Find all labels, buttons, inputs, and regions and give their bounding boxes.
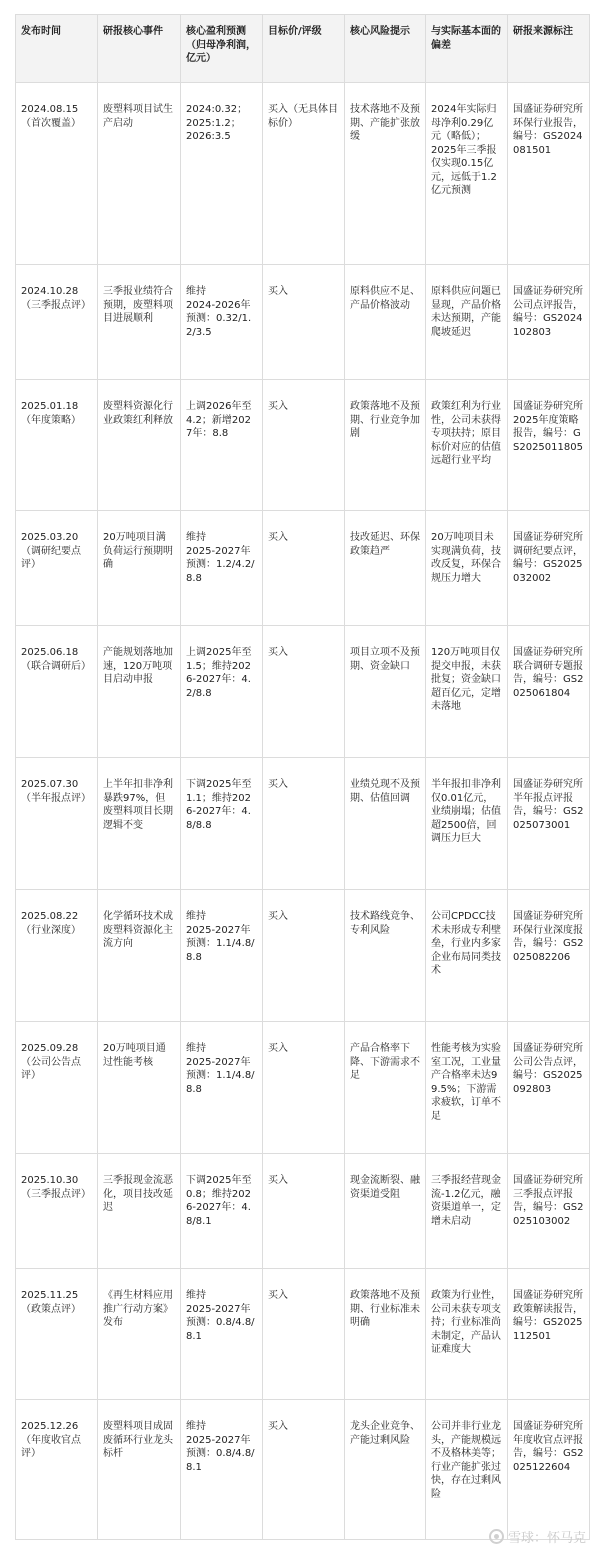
deviation-cell: 三季报经营现金流-1.2亿元，融资渠道单一，定增未启动 xyxy=(426,1154,508,1269)
core-event-cell: 上半年扣非净利暴跌97%，但废塑料项目长期逻辑不变 xyxy=(98,758,181,890)
source-cell: 国盛证券研究所环保行业报告，编号：GS2024081501 xyxy=(508,83,590,265)
risk-cell: 技术落地不及预期、产能扩张放缓 xyxy=(345,83,426,265)
risk-cell: 技术路线竞争、专利风险 xyxy=(345,890,426,1022)
column-header: 核心风险提示 xyxy=(345,15,426,83)
source-cell: 国盛证券研究所公司公告点评，编号：GS2025092803 xyxy=(508,1022,590,1154)
risk-cell: 项目立项不及预期、资金缺口 xyxy=(345,626,426,758)
watermark xyxy=(489,1527,586,1546)
risk-cell: 现金流断裂、融资渠道受阻 xyxy=(345,1154,426,1269)
research-report-table xyxy=(15,14,590,1540)
earnings-forecast-cell: 维持 2025-2027年预测：0.8/4.8/8.1 xyxy=(181,1400,263,1540)
deviation-cell: 120万吨项目仅提交申报，未获批复；资金缺口超百亿元，定增未落地 xyxy=(426,626,508,758)
deviation-cell: 政策为行业性，公司未获专项支持；行业标准尚未制定，产品认证难度大 xyxy=(426,1269,508,1400)
risk-cell: 业绩兑现不及预期、估值回调 xyxy=(345,758,426,890)
core-event-cell: 化学循环技术成废塑料资源化主流方向 xyxy=(98,890,181,1022)
earnings-forecast-cell: 下调2025年至1.1；维持2026-2027年：4.8/8.8 xyxy=(181,758,263,890)
core-event-cell: 20万吨项目通过性能考核 xyxy=(98,1022,181,1154)
source-cell: 国盛证券研究所半年报点评报告，编号：GS2025073001 xyxy=(508,758,590,890)
risk-cell: 政策落地不及预期、行业标准未明确 xyxy=(345,1269,426,1400)
source-cell: 国盛证券研究所政策解读报告，编号：GS2025112501 xyxy=(508,1269,590,1400)
publish-date-cell: 2025.10.30 （三季报点评） xyxy=(16,1154,98,1269)
table-row xyxy=(16,758,590,890)
rating-cell: 买入 xyxy=(263,1154,345,1269)
table-row xyxy=(16,380,590,511)
source-cell: 国盛证券研究所三季报点评报告，编号：GS2025103002 xyxy=(508,1154,590,1269)
publish-date-cell: 2025.12.26 （年度收官点评） xyxy=(16,1400,98,1540)
core-event-cell: 产能规划落地加速，120万吨项目启动申报 xyxy=(98,626,181,758)
table-row xyxy=(16,511,590,626)
earnings-forecast-cell: 上调2025年至1.5；维持2026-2027年：4.2/8.8 xyxy=(181,626,263,758)
table-row xyxy=(16,1400,590,1540)
rating-cell: 买入 xyxy=(263,1269,345,1400)
rating-cell: 买入 xyxy=(263,511,345,626)
publish-date-cell: 2025.06.18 （联合调研后） xyxy=(16,626,98,758)
earnings-forecast-cell: 上调2026年至4.2；新增2027年：8.8 xyxy=(181,380,263,511)
earnings-forecast-cell: 维持 2024-2026年预测：0.32/1.2/3.5 xyxy=(181,265,263,380)
deviation-cell: 政策红利为行业性，公司未获得专项扶持；原目标价对应的估值远超行业平均 xyxy=(426,380,508,511)
snowball-logo-icon xyxy=(489,1529,504,1544)
deviation-cell: 半年报扣非净利仅0.01亿元，业绩崩塌；估值超2500倍，回调压力巨大 xyxy=(426,758,508,890)
table-row xyxy=(16,890,590,1022)
rating-cell: 买入 xyxy=(263,1400,345,1540)
deviation-cell: 公司并非行业龙头，产能规模远不及格林美等；行业产能扩张过快，存在过剩风险 xyxy=(426,1400,508,1540)
publish-date-cell: 2025.07.30 （半年报点评） xyxy=(16,758,98,890)
source-cell: 国盛证券研究所调研纪要点评，编号：GS2025032002 xyxy=(508,511,590,626)
deviation-cell: 性能考核为实验室工况，工业量产合格率未达99.5%；下游需求疲软，订单不足 xyxy=(426,1022,508,1154)
table-row xyxy=(16,626,590,758)
core-event-cell: 废塑料项目试生产启动 xyxy=(98,83,181,265)
risk-cell: 龙头企业竞争、产能过剩风险 xyxy=(345,1400,426,1540)
risk-cell: 政策落地不及预期、行业竞争加剧 xyxy=(345,380,426,511)
source-cell: 国盛证券研究所2025年度策略报告，编号：GS2025011805 xyxy=(508,380,590,511)
source-cell: 国盛证券研究所环保行业深度报告，编号：GS2025082206 xyxy=(508,890,590,1022)
table-row xyxy=(16,265,590,380)
column-header: 核心盈利预测（归母净利润，亿元） xyxy=(181,15,263,83)
core-event-cell: 三季报业绩符合预期，废塑料项目进展顺利 xyxy=(98,265,181,380)
table-row xyxy=(16,1269,590,1400)
core-event-cell: 废塑料项目成固废循环行业龙头标杆 xyxy=(98,1400,181,1540)
risk-cell: 产品合格率下降、下游需求不足 xyxy=(345,1022,426,1154)
publish-date-cell: 2025.09.28 （公司公告点评） xyxy=(16,1022,98,1154)
publish-date-cell: 2025.11.25 （政策点评） xyxy=(16,1269,98,1400)
source-cell: 国盛证券研究所年度收官点评报告，编号：GS2025122604 xyxy=(508,1400,590,1540)
table-header xyxy=(16,15,590,83)
earnings-forecast-cell: 维持 2025-2027年预测：1.1/4.8/8.8 xyxy=(181,890,263,1022)
core-event-cell: 《再生材料应用推广行动方案》发布 xyxy=(98,1269,181,1400)
deviation-cell: 公司CPDCC技术未形成专利壁垒，行业内多家企业布局同类技术 xyxy=(426,890,508,1022)
watermark-text: 雪球：怀马克 xyxy=(507,1531,586,1546)
rating-cell: 买入 xyxy=(263,265,345,380)
publish-date-cell: 2024.10.28 （三季报点评） xyxy=(16,265,98,380)
column-header: 与实际基本面的偏差 xyxy=(426,15,508,83)
rating-cell: 买入 xyxy=(263,380,345,511)
table-row xyxy=(16,1154,590,1269)
table-row xyxy=(16,83,590,265)
core-event-cell: 三季报现金流恶化，项目技改延迟 xyxy=(98,1154,181,1269)
earnings-forecast-cell: 维持 2025-2027年预测：1.2/4.2/8.8 xyxy=(181,511,263,626)
core-event-cell: 20万吨项目满负荷运行预期明确 xyxy=(98,511,181,626)
source-cell: 国盛证券研究所联合调研专题报告，编号：GS2025061804 xyxy=(508,626,590,758)
publish-date-cell: 2024.08.15 （首次覆盖） xyxy=(16,83,98,265)
publish-date-cell: 2025.03.20 （调研纪要点评） xyxy=(16,511,98,626)
deviation-cell: 原料供应问题已显现，产品价格未达预期，产能爬坡延迟 xyxy=(426,265,508,380)
publish-date-cell: 2025.08.22 （行业深度） xyxy=(16,890,98,1022)
rating-cell: 买入 xyxy=(263,1022,345,1154)
column-header: 研报来源标注 xyxy=(508,15,590,83)
table-row xyxy=(16,1022,590,1154)
source-cell: 国盛证券研究所公司点评报告，编号：GS2024102803 xyxy=(508,265,590,380)
deviation-cell: 2024年实际归母净利0.29亿元（略低）； 2025年三季报仅实现0.15亿元，远低于1.2亿元预测 xyxy=(426,83,508,265)
core-event-cell: 废塑料资源化行业政策红利释放 xyxy=(98,380,181,511)
earnings-forecast-cell: 维持 2025-2027年预测：0.8/4.8/8.1 xyxy=(181,1269,263,1400)
column-header: 目标价/评级 xyxy=(263,15,345,83)
column-header: 发布时间 xyxy=(16,15,98,83)
risk-cell: 原料供应不足、产品价格波动 xyxy=(345,265,426,380)
deviation-cell: 20万吨项目未实现满负荷，技改反复，环保合规压力增大 xyxy=(426,511,508,626)
earnings-forecast-cell: 2024:0.32； 2025:1.2； 2026:3.5 xyxy=(181,83,263,265)
publish-date-cell: 2025.01.18 （年度策略） xyxy=(16,380,98,511)
rating-cell: 买入 xyxy=(263,890,345,1022)
earnings-forecast-cell: 下调2025年至0.8；维持2026-2027年：4.8/8.1 xyxy=(181,1154,263,1269)
column-header: 研报核心事件 xyxy=(98,15,181,83)
table-body xyxy=(16,83,590,1540)
earnings-forecast-cell: 维持 2025-2027年预测：1.1/4.8/8.8 xyxy=(181,1022,263,1154)
header-row xyxy=(16,15,590,83)
rating-cell: 买入（无具体目标价） xyxy=(263,83,345,265)
rating-cell: 买入 xyxy=(263,626,345,758)
risk-cell: 技改延迟、环保政策趋严 xyxy=(345,511,426,626)
rating-cell: 买入 xyxy=(263,758,345,890)
